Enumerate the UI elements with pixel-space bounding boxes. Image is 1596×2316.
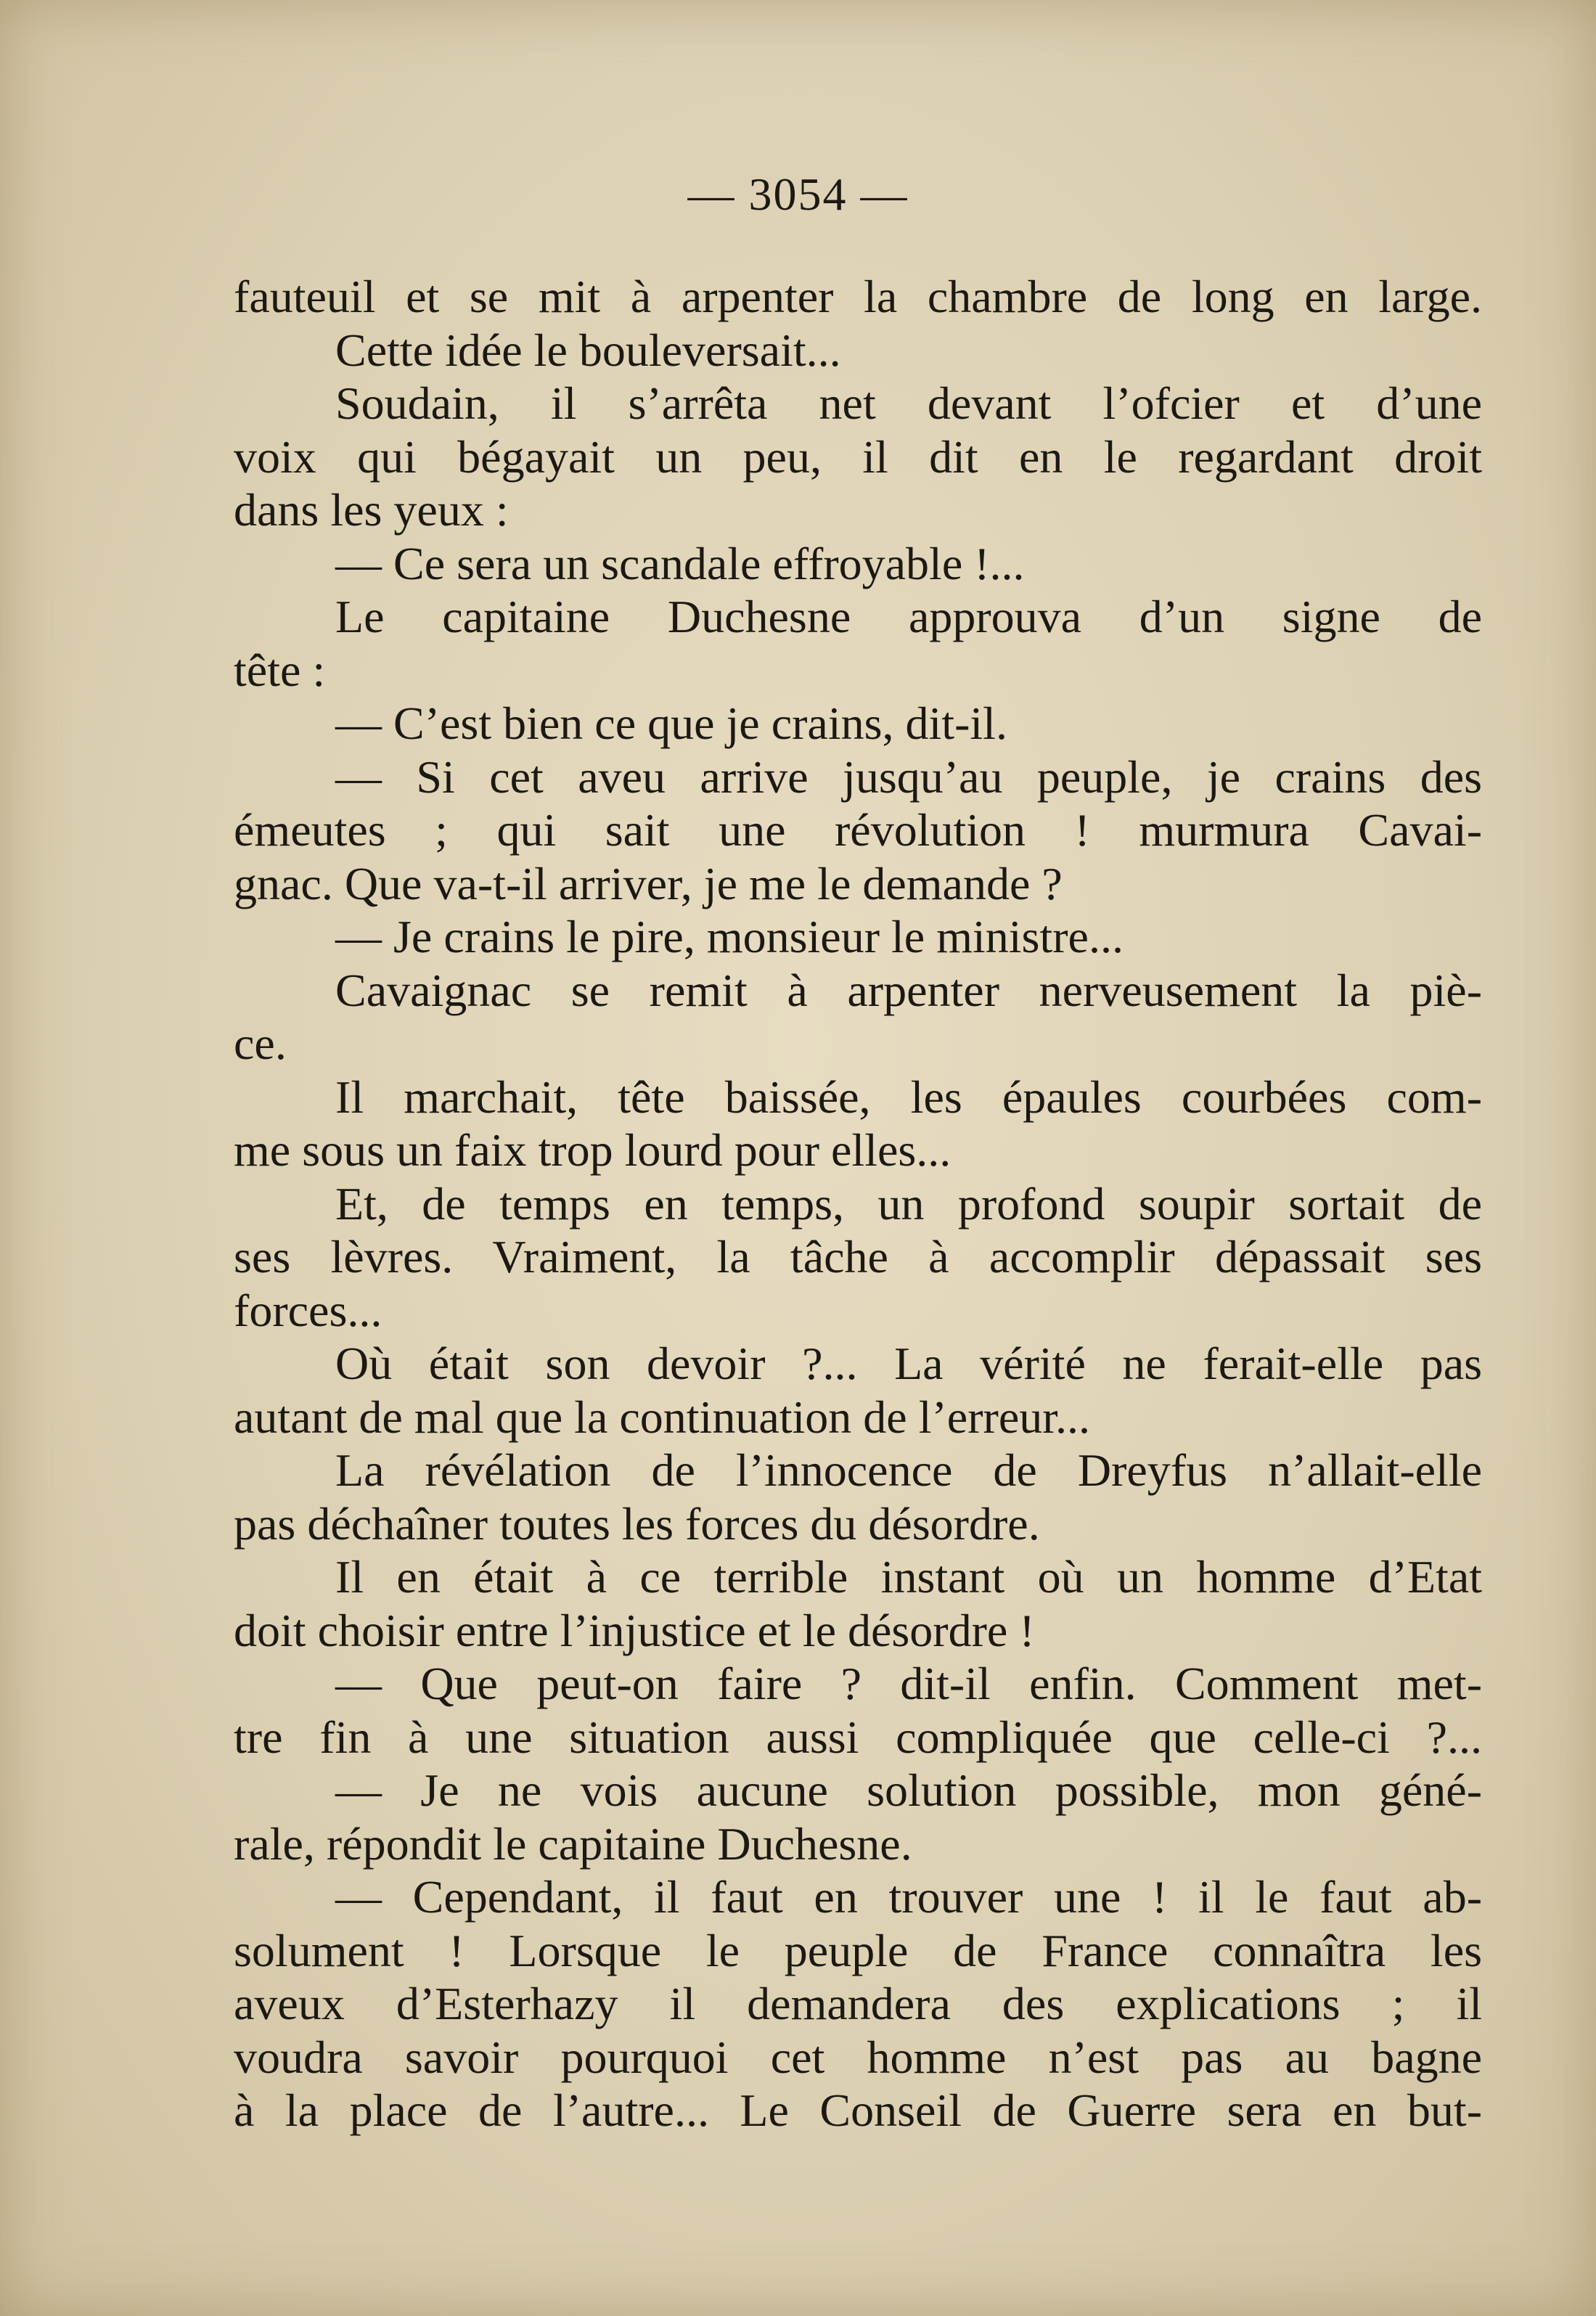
text-line: autant de mal que la continuation de l’erreur...: [234, 1391, 1090, 1443]
text-line: tre fin à une situation aussi compliquée que celle-ci ?...: [234, 1711, 1482, 1763]
text-line: Il en était à ce terrible instant où un homme d’Etat: [335, 1551, 1482, 1603]
text-line: pas déchaîner toutes les forces du désordre.: [234, 1497, 1040, 1550]
text-line: à la place de l’autre... Le Conseil de Guerre sera en but-: [234, 2084, 1482, 2136]
text-line: dans les yeux :: [234, 484, 509, 536]
text-line: — Cependant, il faut en trouver une ! il le faut ab-: [335, 1871, 1482, 1923]
text-line: fauteuil et se mit à arpenter la chambre de long en large.: [234, 271, 1482, 322]
text-line: — C’est bien ce que je crains, dit-il.: [335, 697, 1007, 749]
text-line: — Si cet aveu arrive jusqu’au peuple, je crains des: [335, 750, 1482, 803]
text-line: forces...: [234, 1284, 382, 1336]
text-line: — Que peut-on faire ? dit-il enfin. Comment met-: [335, 1658, 1482, 1709]
text-line: Où était son devoir ?... La vérité ne ferait-elle pas: [335, 1338, 1482, 1389]
page-number: — 3054 —: [687, 168, 909, 220]
text-line: émeutes ; qui sait une révolution ! murmura Cavai-: [234, 804, 1482, 856]
text-line: ses lèvres. Vraiment, la tâche à accomplir dépassait ses: [234, 1231, 1482, 1282]
text-line: — Je crains le pire, monsieur le ministre...: [335, 911, 1124, 962]
text-line: ce.: [234, 1018, 287, 1069]
text-line: Cavaignac se remit à arpenter nerveusement la piè-: [335, 964, 1482, 1016]
text-line: me sous un faix trop lourd pour elles...: [234, 1124, 952, 1176]
text-line: gnac. Que va-t-il arriver, je me le demande ?: [234, 857, 1063, 909]
text-line: Soudain, il s’arrêta net devant l’ofcier et d’une: [335, 377, 1482, 429]
text-line: — Je ne vois aucune solution possible, mon géné-: [335, 1764, 1482, 1816]
text-line: rale, répondit le capitaine Duchesne.: [234, 1817, 912, 1870]
text-line: doit choisir entre l’injustice et le désordre !: [234, 1604, 1035, 1656]
text-line: voudra savoir pourquoi cet homme n’est pas au bagne: [234, 2031, 1482, 2083]
text-line: solument ! Lorsque le peuple de France connaîtra les: [234, 1924, 1482, 1976]
text-line: Et, de temps en temps, un profond soupir sortait de: [335, 1177, 1482, 1229]
text-line: — Ce sera un scandale effroyable !...: [335, 537, 1025, 589]
text-line: Le capitaine Duchesne approuva d’un signe de: [335, 591, 1482, 642]
text-line: voix qui bégayait un peu, il dit en le regardant droit: [234, 430, 1482, 483]
text-line: Cette idée le bouleversait...: [335, 324, 841, 376]
text-line: tête :: [234, 644, 326, 696]
text-line: Il marchait, tête baissée, les épaules courbées com-: [335, 1071, 1482, 1123]
body-text: [234, 270, 1482, 2137]
text-line: La révélation de l’innocence de Dreyfus n’allait-elle: [335, 1444, 1482, 1496]
text-line: aveux d’Esterhazy il demandera des explications ; il: [234, 1978, 1482, 2029]
